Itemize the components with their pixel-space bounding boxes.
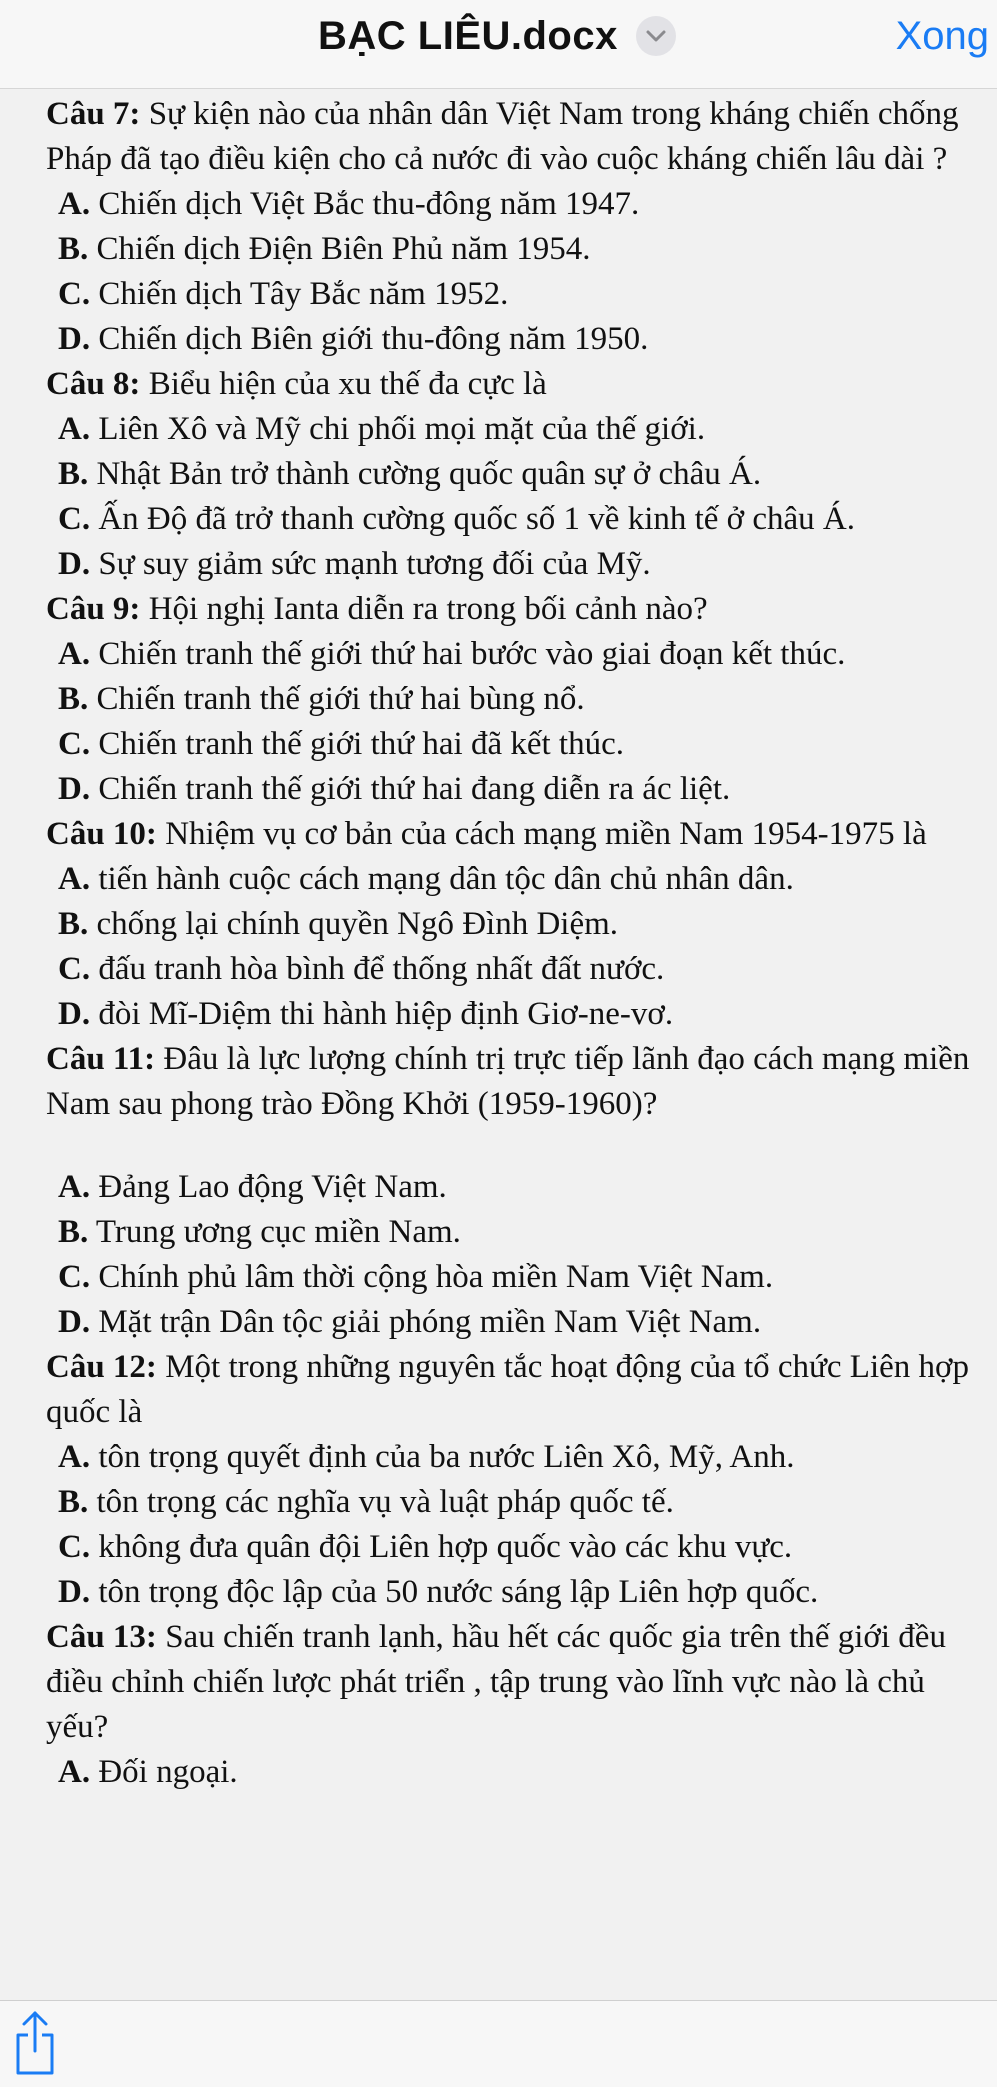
- question-8: Câu 8: Biểu hiện của xu thế đa cực là: [46, 366, 547, 402]
- document-page[interactable]: [0, 89, 997, 2000]
- question-13: Câu 13: Sau chiến tranh lạnh, hầu hết các quốc gia trên thế giới đều điều chỉnh chiến lược phát triển , tập trung vào lĩnh vực nào là chủ yếu?: [46, 1619, 946, 1745]
- question-13-option-a: A. Đối ngoại.: [58, 1754, 238, 1790]
- question-7-option-d: D. Chiến dịch Biên giới thu-đông năm 1950.: [58, 321, 649, 357]
- question-7: Câu 7: Sự kiện nào của nhân dân Việt Nam trong kháng chiến chống Pháp đã tạo điều kiện cho cả nước đi vào cuộc kháng chiến lâu dài ?: [46, 96, 959, 177]
- question-7-option-c: C. Chiến dịch Tây Bắc năm 1952.: [58, 276, 509, 312]
- question-12: Câu 12: Một trong những nguyên tắc hoạt động của tổ chức Liên hợp quốc là: [46, 1349, 969, 1430]
- question-10-option-d: D. đòi Mĩ-Diệm thi hành hiệp định Giơ-ne-vơ.: [58, 996, 674, 1032]
- chevron-down-icon[interactable]: [636, 16, 676, 56]
- question-9-option-a: A. Chiến tranh thế giới thứ hai bước vào giai đoạn kết thúc.: [58, 636, 846, 672]
- question-12-option-d: D. tôn trọng độc lập của 50 nước sáng lập Liên hợp quốc.: [58, 1574, 819, 1610]
- question-11-option-d: D. Mặt trận Dân tộc giải phóng miền Nam Việt Nam.: [58, 1304, 762, 1340]
- question-11: Câu 11: Đâu là lực lượng chính trị trực tiếp lãnh đạo cách mạng miền Nam sau phong trào Đồng Khởi (1959-1960)?: [46, 1041, 970, 1122]
- question-10-option-a: A. tiến hành cuộc cách mạng dân tộc dân chủ nhân dân.: [58, 861, 794, 897]
- question-8-option-c: C. Ấn Độ đã trở thanh cường quốc số 1 về kinh tế ở châu Á.: [58, 501, 856, 537]
- document-title[interactable]: BẠC LIÊU.docx: [318, 14, 618, 58]
- question-7-option-b: B. Chiến dịch Điện Biên Phủ năm 1954.: [58, 231, 591, 267]
- question-12-option-c: C. không đưa quân đội Liên hợp quốc vào các khu vực.: [58, 1529, 793, 1565]
- paragraph-gap: [46, 1127, 987, 1165]
- question-7-option-a: A. Chiến dịch Việt Bắc thu-đông năm 1947.: [58, 186, 640, 222]
- question-12-option-a: A. tôn trọng quyết định của ba nước Liên Xô, Mỹ, Anh.: [58, 1439, 795, 1475]
- question-9-option-d: D. Chiến tranh thế giới thứ hai đang diễn ra ác liệt.: [58, 771, 731, 807]
- question-10-option-c: C. đấu tranh hòa bình để thống nhất đất nước.: [58, 951, 665, 987]
- question-8-option-a: A. Liên Xô và Mỹ chi phối mọi mặt của thế giới.: [58, 411, 706, 447]
- question-9: Câu 9: Hội nghị Ianta diễn ra trong bối cảnh nào?: [46, 591, 708, 627]
- document-content: [0, 89, 997, 1795]
- question-8-option-d: D. Sự suy giảm sức mạnh tương đối của Mỹ.: [58, 546, 651, 582]
- question-9-option-b: B. Chiến tranh thế giới thứ hai bùng nổ.: [58, 681, 585, 717]
- question-9-option-c: C. Chiến tranh thế giới thứ hai đã kết thúc.: [58, 726, 624, 762]
- done-button[interactable]: Xong: [895, 14, 989, 58]
- question-11-option-b: B. Trung ương cục miền Nam.: [58, 1214, 461, 1250]
- question-10: Câu 10: Nhiệm vụ cơ bản của cách mạng miền Nam 1954-1975 là: [46, 816, 927, 852]
- question-11-option-a: A. Đảng Lao động Việt Nam.: [58, 1169, 447, 1205]
- question-11-option-c: C. Chính phủ lâm thời cộng hòa miền Nam Việt Nam.: [58, 1259, 774, 1295]
- question-10-option-b: B. chống lại chính quyền Ngô Đình Diệm.: [58, 906, 619, 942]
- question-12-option-b: B. tôn trọng các nghĩa vụ và luật pháp quốc tế.: [58, 1484, 674, 1520]
- top-bar: [0, 0, 997, 89]
- share-icon[interactable]: [10, 2007, 60, 2077]
- bottom-toolbar: [0, 2000, 997, 2087]
- question-8-option-b: B. Nhật Bản trở thành cường quốc quân sự ở châu Á.: [58, 456, 762, 492]
